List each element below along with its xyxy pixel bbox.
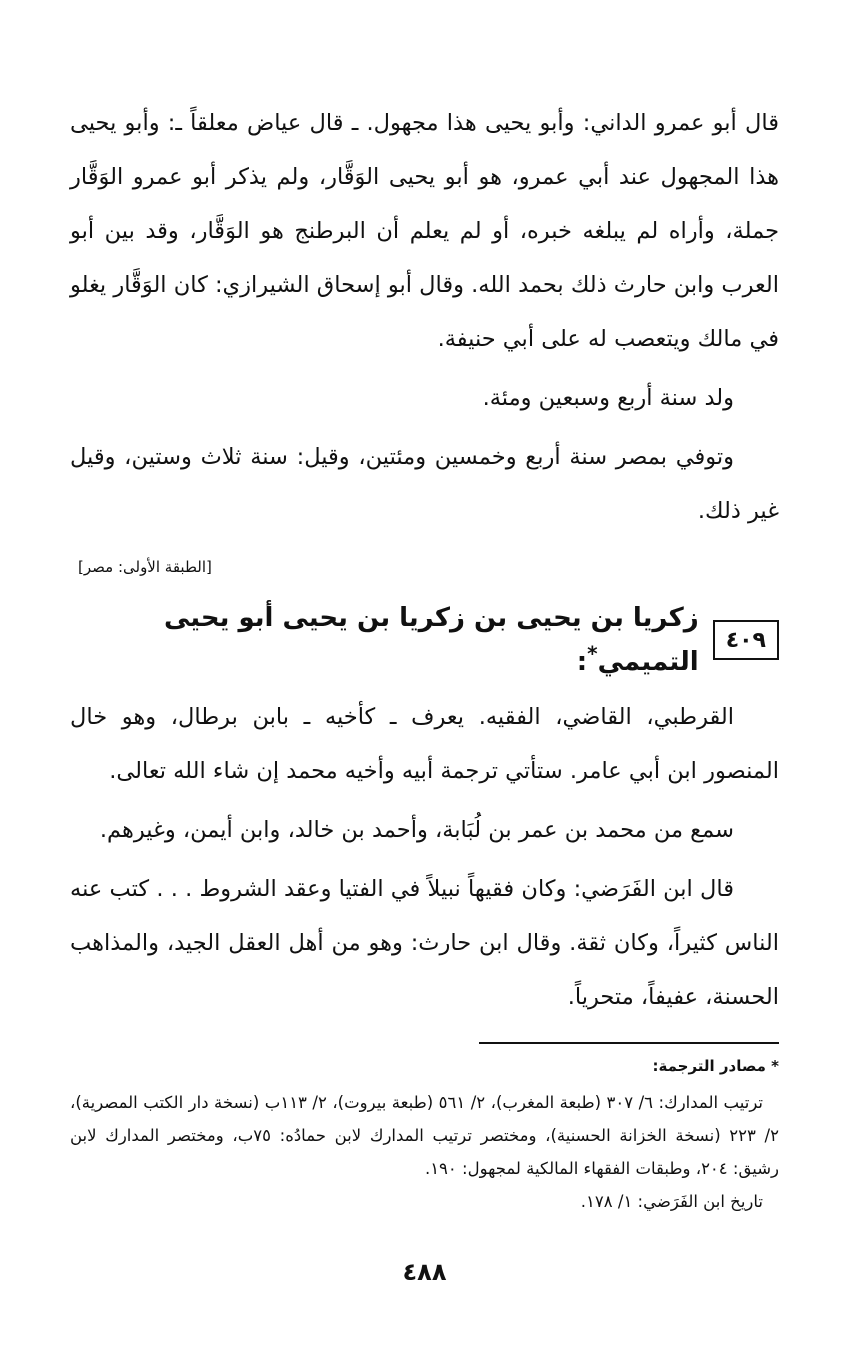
footnote-separator — [479, 1042, 779, 1044]
entry-title — [70, 596, 699, 684]
footnote-separator-wrap — [70, 1036, 779, 1054]
page-number: ٤٨٨ — [402, 1258, 447, 1286]
entry-heading — [70, 596, 779, 684]
footnote-marker: * — [587, 641, 598, 666]
entry-title-colon: : — [576, 647, 588, 677]
tabaqa-label: [الطبقة الأولى: مصر] — [78, 558, 212, 576]
paragraph-entry-teachers: سمع من محمد بن عمر بن لُبَابة، وأحمد بن خالد، وابن أيمن، وغيرهم. — [99, 817, 734, 843]
footnote-item: ترتيب المدارك: ٦/ ٣٠٧ (طبعة المغرب)، ٢/ ٥٦١ (طبعة بيروت)، ٢/ ١١٣ب (نسخة دار الكتب المصرية)، ٢/ ٢٢٣ (نسخة الخزانة الحسنية)، ومختصر ترتيب المدارك لابن حمادُه: ٧٥ب، ومختصر المدارك لابن رشيق: ٢٠٤، وطبقات الفقهاء المالكية لمجهول: ١٩٠. — [70, 1093, 779, 1178]
paragraph-abu-amr-quote: قال أبو عمرو الداني: وأبو يحيى هذا مجهول. ـ قال عياض معلقاً ـ: وأبو يحيى هذا المجهول عند أبي عمرو، هو أبو يحيى الوَقَّار، ولم يذكر أبو عمرو الوَقَّار جملة، وأراه لم يبلغه خبره، أو لم يعلم أن البرطنج هو الوَقَّار، وقد بين أبو العرب وابن حارث ذلك بحمد الله. وقال أبو إسحاق الشيرازي: كان الوَقَّار يغلو في مالك ويتعصب له على أبي حنيفة. — [70, 110, 779, 352]
footnotes-heading: * مصادر الترجمة: — [652, 1057, 779, 1075]
paragraph-birth: ولد سنة أربع وسبعين ومئة. — [482, 385, 734, 411]
footnote-item: تاريخ ابن الفَرَضي: ١/ ١٧٨. — [580, 1192, 763, 1211]
page-body — [70, 96, 779, 1218]
paragraph-entry-ibn-faradi: قال ابن الفَرَضي: وكان فقيهاً نبيلاً في الفتيا وعقد الشروط . . . كتب عنه الناس كثيراً، وكان ثقة. وقال ابن حارث: وهو من أهل العقل الجيد، والمذاهب الحسنة، عفيفاً، متحرياً. — [70, 876, 779, 1010]
paragraph-death: وتوفي بمصر سنة أربع وخمسين ومئتين، وقيل: سنة ثلاث وستين، وقيل غير ذلك. — [70, 444, 779, 524]
paragraph-entry-intro: القرطبي، القاضي، الفقيه. يعرف ـ كأخيه ـ بابن برطال، وهو خال المنصور ابن أبي عامر. ستأتي ترجمة أبيه وأخيه محمد إن شاء الله تعالى. — [70, 704, 779, 784]
entry-title-text: زكريا بن يحيى بن زكريا بن يحيى أبو يحيى التميمي — [163, 603, 699, 677]
entry-number-box: ٤٠٩ — [713, 620, 779, 660]
